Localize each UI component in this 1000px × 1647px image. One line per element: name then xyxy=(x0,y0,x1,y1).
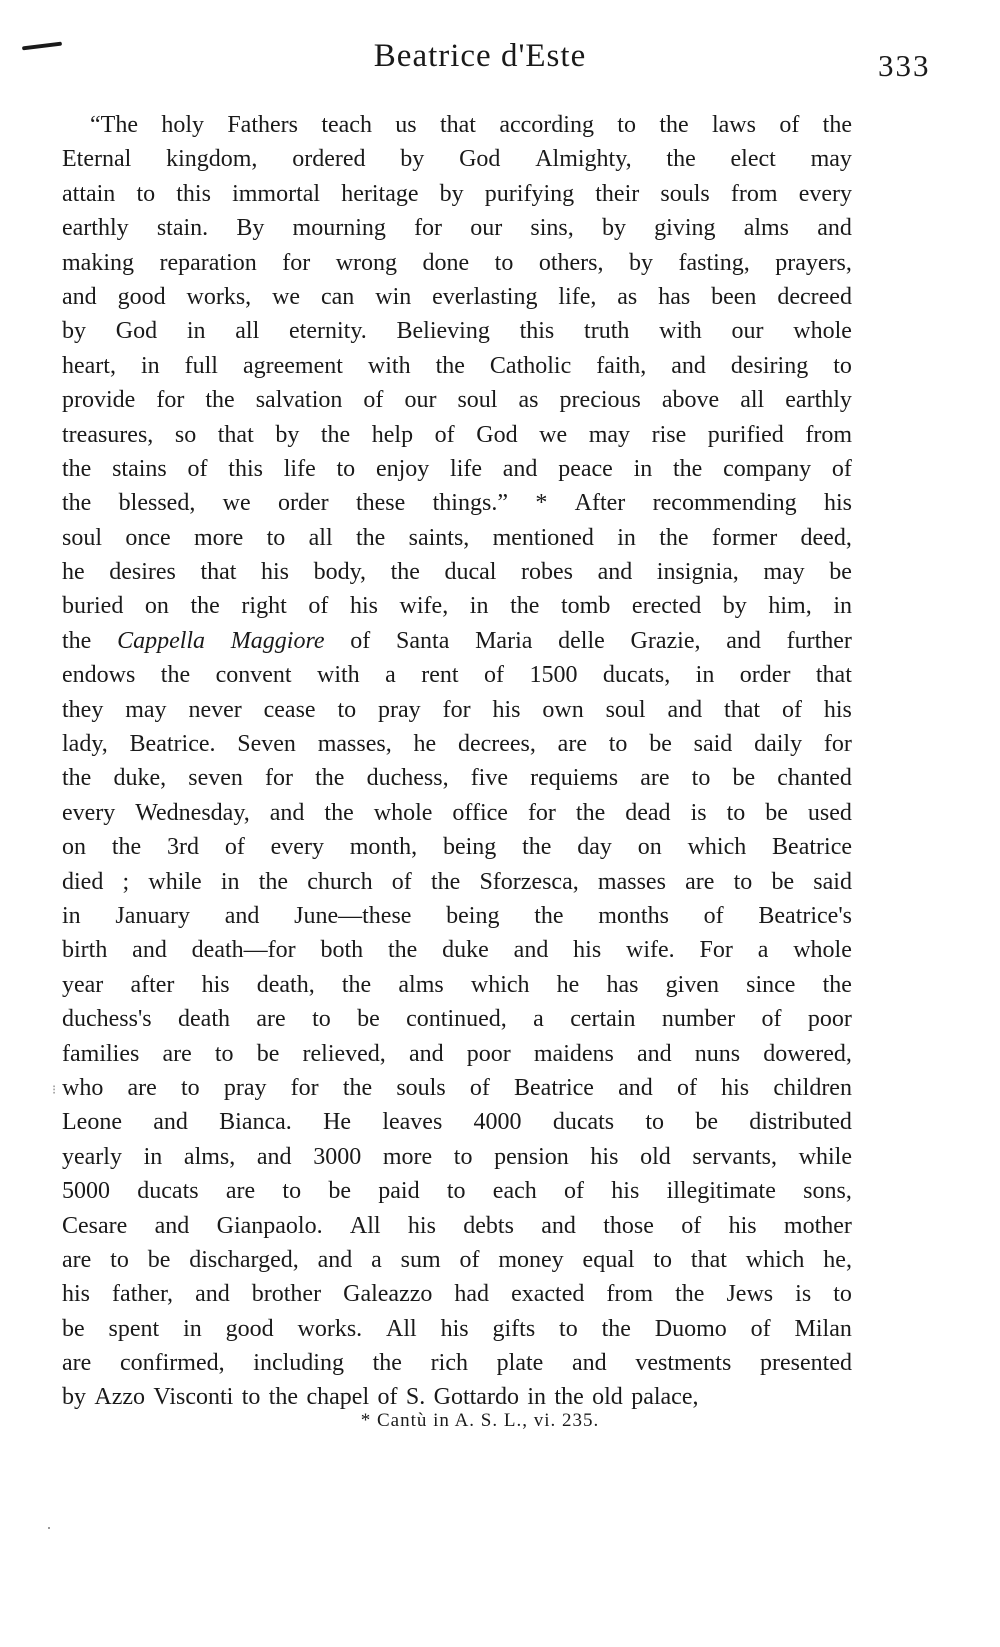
text-line: are confirmed, including the rich plate and vestments presented xyxy=(62,1350,852,1377)
text-line: year after his death, the alms which he has given since the xyxy=(62,971,852,998)
text-line: provide for the salvation of our soul as precious above all earthly xyxy=(62,387,852,414)
text-line: “The holy Fathers teach us that according to the laws of the xyxy=(90,112,852,138)
text-line: endows the convent with a rent of 1500 ducats, in order that xyxy=(62,662,852,689)
text-line: died ; while in the church of the Sforzesca, masses are to be said xyxy=(62,868,852,895)
text-line: they may never cease to pray for his own soul and that of his xyxy=(62,696,852,723)
body-text xyxy=(62,108,852,1415)
text-line: duchess's death are to be continued, a certain number of poor xyxy=(62,1006,852,1033)
text-line: birth and death—for both the duke and his wife. For a whole xyxy=(62,937,852,964)
text-line: earthly stain. By mourning for our sins, by giving alms and xyxy=(62,215,852,242)
text-line: every Wednesday, and the whole office for the dead is to be used xyxy=(62,799,852,826)
text-line: and good works, we can win everlasting life, as has been decreed xyxy=(62,283,852,310)
text-line: the blessed, we order these things.” * After recommending his xyxy=(62,490,852,517)
text-line: families are to be relieved, and poor maidens and nuns dowered, xyxy=(62,1040,852,1067)
text-line: lady, Beatrice. Seven masses, he decrees, are to be said daily for xyxy=(62,731,852,758)
text-line: in January and June—these being the months of Beatrice's xyxy=(62,902,852,929)
text-line: attain to this immortal heritage by purifying their souls from every xyxy=(62,180,852,207)
text-line: the duke, seven for the duchess, five requiems are to be chanted xyxy=(62,765,852,792)
running-head xyxy=(0,30,1000,82)
text-line: by God in all eternity. Believing this truth with our whole xyxy=(62,318,852,345)
paper-speck xyxy=(48,1527,50,1529)
text-line: who are to pray for the souls of Beatrice and of his children xyxy=(62,1074,852,1101)
text-line: treasures, so that by the help of God we may rise purified from xyxy=(62,421,852,448)
text-line: his father, and brother Galeazzo had exacted from the Jews is to xyxy=(62,1281,852,1308)
text-line: Leone and Bianca. He leaves 4000 ducats to be distributed xyxy=(62,1109,852,1136)
text-line: the stains of this life to enjoy life and peace in the company of xyxy=(62,455,852,482)
text-line: buried on the right of his wife, in the tomb erected by him, in xyxy=(62,593,852,620)
text-line: are to be discharged, and a sum of money equal to that which he, xyxy=(62,1246,852,1273)
text-line: on the 3rd of every month, being the day on which Beatrice xyxy=(62,834,852,861)
text-line: yearly in alms, and 3000 more to pension his old servants, while xyxy=(62,1143,852,1170)
footnote: * Cantù in A. S. L., vi. 235. xyxy=(360,1410,600,1431)
text-line: making reparation for wrong done to others, by fasting, prayers, xyxy=(62,249,852,276)
gutter-mark: ⁝ xyxy=(52,1082,57,1097)
text-line: Cesare and Gianpaolo. All his debts and those of his mother xyxy=(62,1212,852,1239)
text-line: Eternal kingdom, ordered by God Almighty, the elect may xyxy=(62,146,852,173)
text-line: heart, in full agreement with the Catholic faith, and desiring to xyxy=(62,352,852,379)
text-line: 5000 ducats are to be paid to each of his illegitimate sons, xyxy=(62,1178,852,1205)
page-title: Beatrice d'Este xyxy=(373,38,587,74)
text-line: the Cappella Maggiore of Santa Maria delle Grazie, and further xyxy=(62,627,852,654)
text-line: by Azzo Visconti to the chapel of S. Gottardo in the old palace, xyxy=(62,1384,699,1411)
text-line: he desires that his body, the ducal robes and insignia, may be xyxy=(62,559,852,586)
page-number: 333 xyxy=(878,48,931,83)
text-line: be spent in good works. All his gifts to the Duomo of Milan xyxy=(62,1315,852,1342)
text-line: soul once more to all the saints, mentioned in the former deed, xyxy=(62,524,852,551)
